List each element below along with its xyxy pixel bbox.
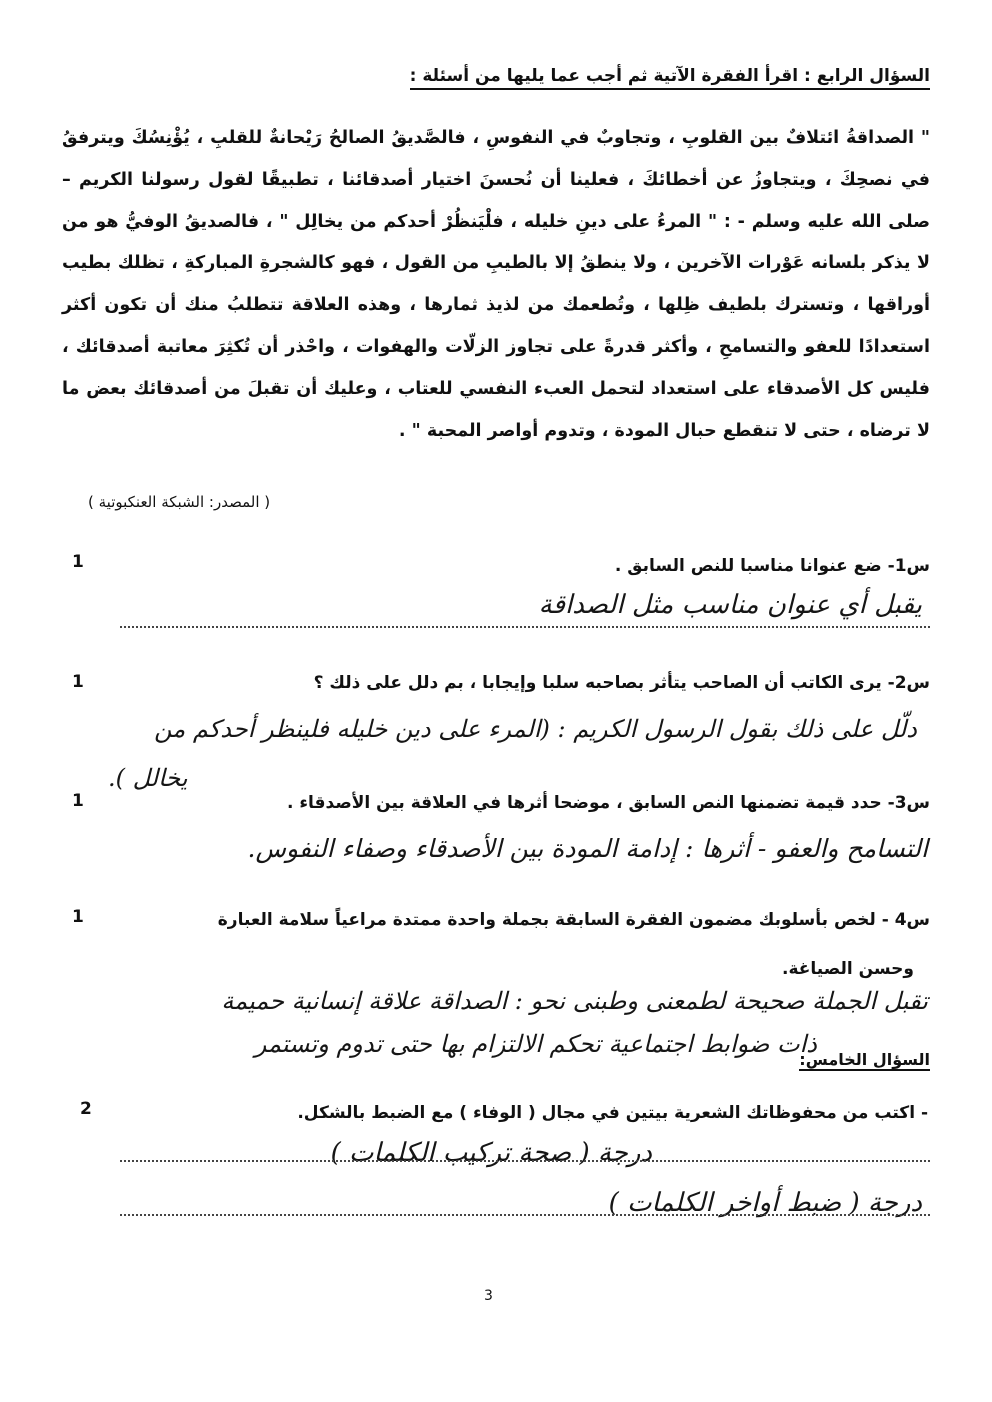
question-5: - اكتب من محفوظاتك الشعرية بيتين في مجال ( الوفاء ) مع الضبط بالشكل. <box>297 1103 928 1123</box>
question-5-mark: 2 <box>80 1099 92 1119</box>
question-2-mark: 1 <box>72 672 84 692</box>
answer-line <box>120 1160 930 1162</box>
answer-line <box>120 1214 930 1216</box>
question-2-answer-line-1: دلّل على ذلك بقول الرسول الكريم : (المرء على دين خليله فلينظر أحدكم من <box>154 715 917 743</box>
question-2: س2- يرى الكاتب أن الصاحب يتأثر بصاحبه سلبا وإيجابا ، بم دلل على ذلك ؟ <box>313 673 930 693</box>
question-5-answer-line-1: درجة ( صحة تركيب الكلمات ) <box>330 1138 652 1168</box>
question-4-answer-line-2: ذات ضوابط اجتماعية تحكم الالتزام بها حتى تدوم وتستمر <box>254 1030 817 1058</box>
question-4-continuation: وحسن الصياغة. <box>782 959 914 979</box>
passage-source: ( المصدر: الشبكة العنكبوتية ) <box>88 493 271 511</box>
question-five-header: السؤال الخامس: <box>799 1050 930 1069</box>
question-4-mark: 1 <box>72 907 84 927</box>
question-4: س4 - لخص بأسلوبك مضمون الفقرة السابقة بجملة واحدة ممتدة مراعياً سلامة العبارة <box>217 910 930 930</box>
question-1-mark: 1 <box>72 552 84 572</box>
reading-passage: " الصداقةُ ائتلافٌ بين القلوبِ ، وتجاوبٌ في النفوسِ ، فالصَّديقُ الصالحُ رَيْحانةٌ للقلبِ ، يُؤْنِسُكَ ويترفقُ في نصحِكَ ، ويتجاوزُ عن أخطائكَ ، فعلينا أن نُحسنَ اختيار أصدقائنا ، تطبيقًا لقول رسولنا الكريم – صلى الله عليه وسلم - : " المرءُ على دينِ خليله ، فلْيَنظُرْ أحدكم من يخالِل " ، فالصديقُ الوفيُّ هو من لا يذكر بلسانه عَوْرات الآخرين ، ولا ينطقُ إلا بالطيبِ من القول ، فهو كالشجرةِ المباركةِ ، تظلك بطيب أوراقها ، وتسترك بلطيف ظِلها ، وتُطعمك من لذيذ ثمارها ، وهذه العلاقة تتطلبُ منك أن تكون أكثر استعدادًا للعفو والتسامحِ ، وأكثر قدرةً على تجاوز الزلّات والهفوات ، واحْذر أن تُكثِرَ معاتبة أصدقائك ، فليس كل الأصدقاء على استعداد لتحمل العبء النفسي للعتاب ، وعليك أن تقبلَ من أصدقائك بعض ما لا ترضاه ، حتى لا تنقطع حبال المودة ، وتدوم أواصر المحبة " . <box>62 128 930 441</box>
question-4-answer-line-1: تقبل الجملة صحيحة لطمعنى وطبنى نحو : الصداقة علاقة إنسانية حميمة <box>221 987 928 1015</box>
question-3: س3- حدد قيمة تضمنها النص السابق ، موضحا أثرها في العلاقة بين الأصدقاء . <box>286 793 930 813</box>
question-four-header: السؤال الرابع : اقرأ الفقرة الآتية ثم أجب عما يليها من أسئلة : <box>410 66 930 90</box>
answer-line <box>120 626 930 628</box>
question-1-answer: يقبل أي عنوان مناسب مثل الصداقة <box>538 590 922 620</box>
question-3-mark: 1 <box>72 791 84 811</box>
page-number: 3 <box>484 1288 493 1304</box>
question-5-answer-line-2: درجة ( ضبط أواخر الكلمات ) <box>608 1188 922 1218</box>
question-2-answer-line-2: يخالل ). <box>108 764 188 792</box>
question-1: س1- ضع عنوانا مناسبا للنص السابق . <box>614 556 930 576</box>
question-3-answer: التسامح والعفو - أثرها : إدامة المودة بين الأصدقاء وصفاء النفوس. <box>247 834 928 863</box>
